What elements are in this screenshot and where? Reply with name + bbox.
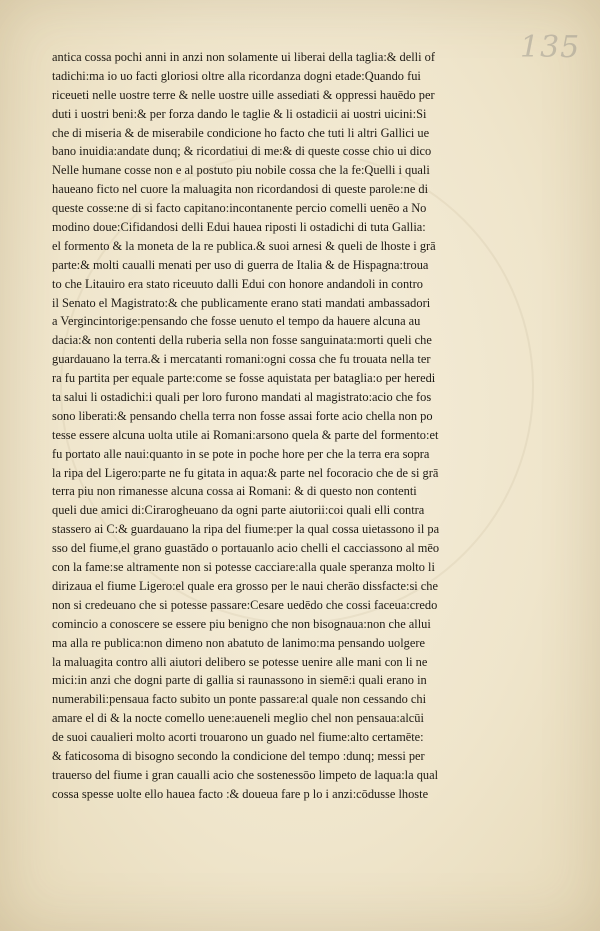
text-line: queli due amici di:Cirarogheuano da ogni parte aiutorii:coi quali elli contra: [52, 503, 425, 518]
text-line: ma alla re publica:non dimeno non abatuto de lanimo:ma pensando uolgere: [52, 635, 425, 650]
text-line: che di miseria & de miserabile condicione ho facto che tuti li altri Gallici ue: [52, 125, 430, 140]
text-line: antica cossa pochi anni in anzi non solamente ui liberai della taglia:& delli of: [52, 50, 435, 64]
text-line: numerabili:pensaua facto subito un ponte passare:al quale non cessando chi: [52, 692, 427, 707]
text-line: con la fame:se altramente non si potesse cacciare:alla quale speranza molto li: [52, 560, 435, 575]
text-line: dacia:& non contenti della ruberia sella non fosse sanguinata:morti queli che: [52, 333, 432, 348]
folio-number: 135: [520, 30, 581, 65]
text-line: de suoi caualieri molto acorti trouarono un guado nel fiume:alto certamēte:: [52, 730, 424, 745]
text-line: guardauano la terra.& i mercatanti romani:ogni cossa che fu trouata nella ter: [52, 352, 431, 367]
text-line: el formento & la moneta de la re publica.& suoi arnesi & queli de lhoste i grā: [52, 238, 436, 253]
text-line: tesse essere alcuna uolta utile ai Romani:arsono quela & parte del formento:et: [52, 427, 439, 442]
text-line: la maluagita contro alli aiutori delibero se potesse uenire alle mani con li ne: [52, 654, 428, 669]
text-line: il Senato el Magistrato:& che publicamente erano stati mandati ambassadori: [52, 295, 431, 310]
text-line: haueano ficto nel cuore la maluagita non ricordandosi di queste parole:ne di: [52, 182, 429, 197]
text-line: duti i uostri beni:& per forza dando le taglie & li ostadicii ai uostri uicini:Si: [52, 106, 427, 121]
text-block: [52, 48, 518, 804]
text-line: a Vergincintorige:pensando che fosse uenuto el tempo da hauere alcuna au: [52, 314, 421, 329]
text-line: tadichi:ma io uo facti gloriosi oltre alla ricordanza dogni etade:Quando fui: [52, 68, 421, 83]
text-line: ta salui li ostadichi:i quali per loro furono mandati al magistrato:acio che fos: [52, 390, 432, 405]
text-line: fu portato alle naui:quanto in se pote in poche hore per che la terra era sopra: [52, 446, 430, 461]
text-line: sso del fiume,el grano guastādo o portauanlo acio chelli el cacciassono al mēo: [52, 541, 440, 556]
text-line: trauerso del fiume i gran caualli acio che sostenessōo limpeto de laqua:la qual: [52, 767, 439, 782]
text-line: comincio a conoscere se essere piu benigno che non bisognaua:non che allui: [52, 616, 431, 631]
text-line: queste cosse:ne di si facto capitano:incontanente percio comelli uenēo a No: [52, 201, 427, 216]
text-line: dirizaua el fiume Ligero:el quale era grosso per le naui cherāo dissfacte:si che: [52, 578, 439, 593]
text-line: parte:& molti caualli menati per uso di guerra de Italia & de Hispagna:troua: [52, 257, 429, 272]
text-line: modino doue:Cifidandosi delli Edui hauea riposti li ostadichi di tuta Gallia:: [52, 220, 426, 235]
text-line: bano inuidia:andate dunq; & ricordatiui di me:& di queste cosse chio ui dico: [52, 144, 432, 159]
text-line: cossa spesse uolte ello hauea facto :& doueua fare p lo i anzi:cōdusse lhoste: [52, 786, 429, 801]
text-line: amare el di & la nocte comello uene:aueneli meglio chel non pensaua:alcūi: [52, 711, 424, 726]
text-line: & faticosoma di bisogno secondo la condicione del tempo :dunq; messi per: [52, 748, 425, 763]
text-line: to che Litauiro era stato riceuuto dalli Edui con honore andandoli in contro: [52, 276, 423, 291]
text-line: la ripa del Ligero:parte ne fu gitata in aqua:& parte nel focoracio che de si grā: [52, 465, 439, 480]
text-line: riceueti nelle uostre terre & nelle uostre uille assediati & oppressi hauēdo per: [52, 87, 435, 102]
text-line: Nelle humane cosse non e al postuto piu nobile cossa che la fe:Quelli i quali: [52, 163, 430, 178]
text-line: mici:in anzi che dogni parte di gallia si raunassono in siemē:i quali erano in: [52, 673, 427, 688]
text-line: terra piu non rimanesse alcuna cossa ai Romani: & di questo non contenti: [52, 484, 417, 499]
text-line: non si credeuano che si potesse passare:Cesare uedēdo che cossi faceua:credo: [52, 597, 438, 612]
text-line: sono liberati:& pensando chella terra non fosse assai forte acio chella non po: [52, 408, 433, 423]
text-line: stassero ai C:& guardauano la ripa del fiume:per la qual cossa uietassono il pa: [52, 522, 440, 537]
text-line: ra fu partita per equale parte:come se fosse aquistata per bataglia:o per heredi: [52, 371, 436, 386]
